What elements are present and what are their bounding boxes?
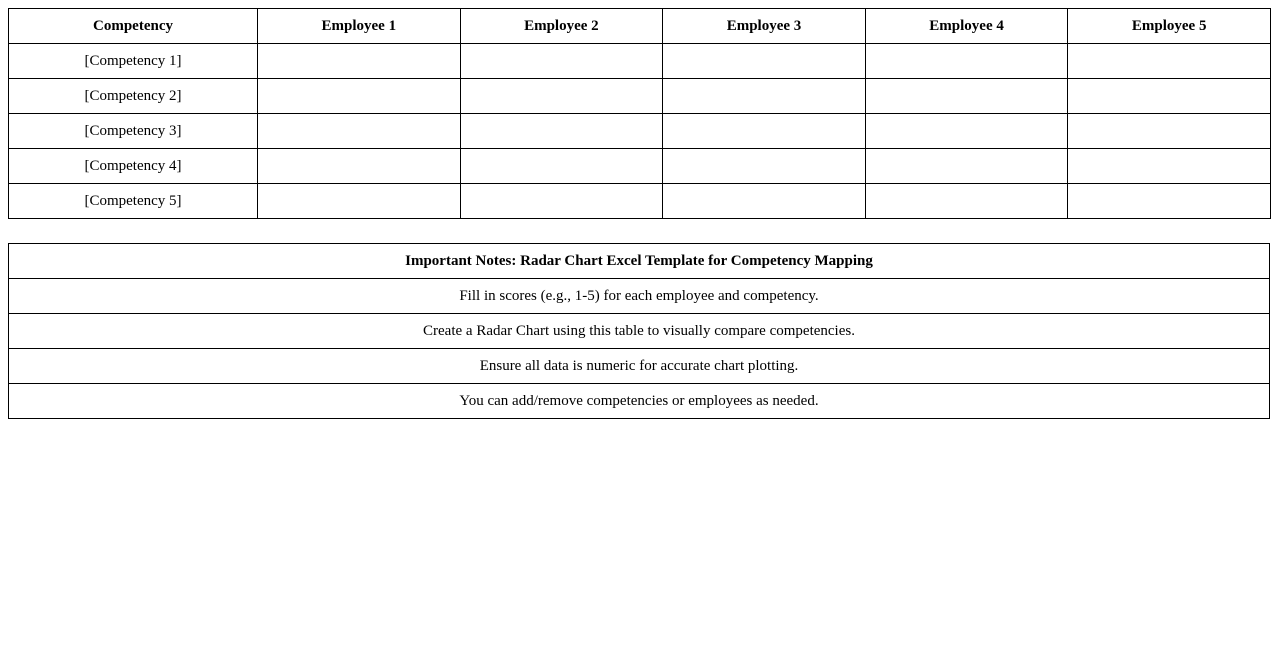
score-cell[interactable] (1068, 184, 1271, 219)
note-item: Ensure all data is numeric for accurate chart plotting. (9, 349, 1270, 384)
header-employee-1: Employee 1 (258, 9, 461, 44)
score-cell[interactable] (663, 44, 866, 79)
header-employee-4: Employee 4 (865, 9, 1068, 44)
competency-label: [Competency 4] (9, 149, 258, 184)
score-cell[interactable] (865, 79, 1068, 114)
notes-title: Important Notes: Radar Chart Excel Template for Competency Mapping (9, 244, 1270, 279)
note-row (9, 349, 1270, 384)
header-competency: Competency (9, 9, 258, 44)
score-cell[interactable] (1068, 149, 1271, 184)
competency-label: [Competency 2] (9, 79, 258, 114)
score-cell[interactable] (865, 114, 1068, 149)
score-cell[interactable] (460, 149, 663, 184)
header-employee-5: Employee 5 (1068, 9, 1271, 44)
score-cell[interactable] (1068, 44, 1271, 79)
table-row (9, 79, 1271, 114)
header-employee-3: Employee 3 (663, 9, 866, 44)
score-cell[interactable] (663, 114, 866, 149)
competency-label: [Competency 1] (9, 44, 258, 79)
score-cell[interactable] (258, 184, 461, 219)
score-cell[interactable] (663, 184, 866, 219)
score-cell[interactable] (258, 44, 461, 79)
header-row (9, 9, 1271, 44)
score-cell[interactable] (663, 79, 866, 114)
score-cell[interactable] (865, 184, 1068, 219)
score-cell[interactable] (258, 149, 461, 184)
table-row (9, 114, 1271, 149)
score-cell[interactable] (258, 79, 461, 114)
header-employee-2: Employee 2 (460, 9, 663, 44)
note-row (9, 314, 1270, 349)
score-cell[interactable] (258, 114, 461, 149)
score-cell[interactable] (460, 44, 663, 79)
score-cell[interactable] (460, 79, 663, 114)
note-item: Fill in scores (e.g., 1-5) for each employee and competency. (9, 279, 1270, 314)
score-cell[interactable] (865, 44, 1068, 79)
note-item: Create a Radar Chart using this table to visually compare competencies. (9, 314, 1270, 349)
score-cell[interactable] (460, 184, 663, 219)
table-row (9, 184, 1271, 219)
score-cell[interactable] (460, 114, 663, 149)
notes-title-row (9, 244, 1270, 279)
competency-table (8, 8, 1271, 219)
notes-table (8, 243, 1270, 419)
note-item: You can add/remove competencies or employees as needed. (9, 384, 1270, 419)
competency-label: [Competency 5] (9, 184, 258, 219)
table-row (9, 149, 1271, 184)
score-cell[interactable] (663, 149, 866, 184)
note-row (9, 279, 1270, 314)
score-cell[interactable] (1068, 114, 1271, 149)
competency-label: [Competency 3] (9, 114, 258, 149)
note-row (9, 384, 1270, 419)
score-cell[interactable] (1068, 79, 1271, 114)
score-cell[interactable] (865, 149, 1068, 184)
table-row (9, 44, 1271, 79)
